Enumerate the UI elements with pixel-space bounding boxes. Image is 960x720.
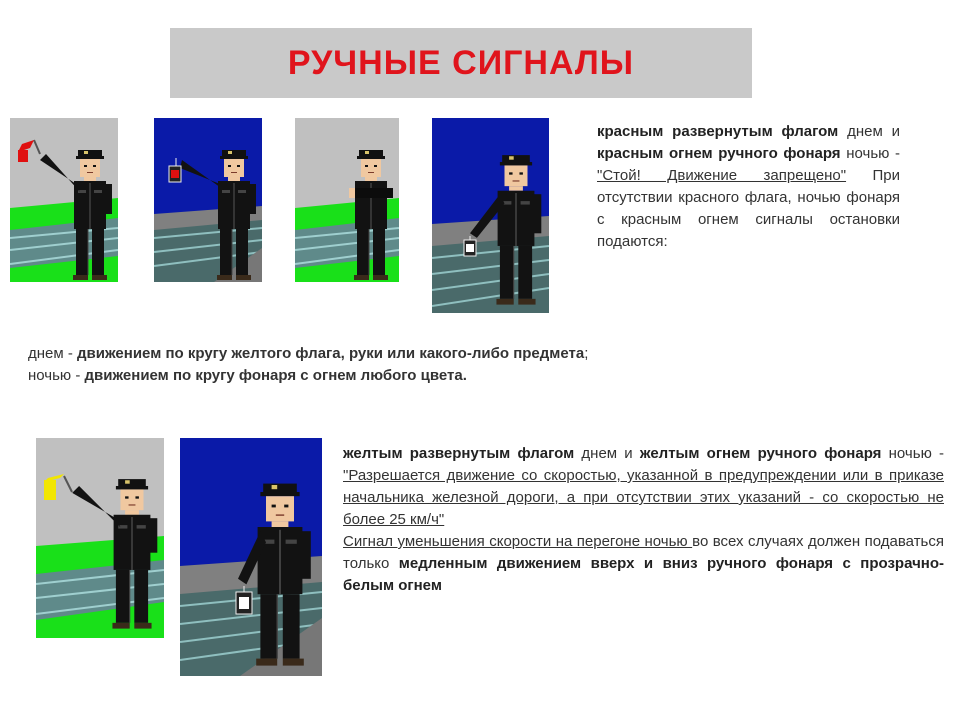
- page-title: РУЧНЫЕ СИГНАЛЫ: [287, 43, 635, 82]
- yellow-signal-description: желтым развернутым флагом днем и желтым огнем ручного фонаря ночью - "Разрешается движение со скоростью, указанной в предупреждении или в приказе начальника железной дороги, а при отсутствии этих указаний - со скоростью не более 25 км/ч" Сигнал уменьшения скорости на перегоне ночью во всех случаях должен подаваться только медленным движением вверх и вниз ручного фонаря с прозрачно-белым огнем: [343, 445, 945, 594]
- white-lamp-night-picture: [432, 118, 549, 313]
- yellow-flag-day-picture: [36, 438, 164, 638]
- slow-lamp-night-picture: [180, 438, 322, 676]
- speed-signal-quote: "Разрешается движение со скоростью, указанной в предупреждении или в приказе начальника железной дороги, а при отсутствии этих указаний - со скоростью не более 25 км/ч": [343, 467, 944, 528]
- arms-signal-day-picture: [295, 118, 399, 282]
- slowdown-note: Сигнал уменьшения скорости на перегоне ночью: [343, 533, 693, 550]
- circle-signal-description: [28, 343, 668, 387]
- red-signal-description: красным развернутым флагом днем и красным огнем ручного фонаря ночью - "Стой! Движение запрещено" При отсутствии красного флага, ночью фонаря с красным огнем сигналы остановки подаются:: [597, 123, 901, 250]
- stop-signal-quote: "Стой! Движение запрещено": [597, 167, 847, 184]
- red-lamp-night-picture: [154, 118, 262, 282]
- red-flag-day-picture: [10, 118, 118, 282]
- day-line: днем - движением по кругу желтого флага, руки или какого-либо предмета;: [28, 345, 589, 362]
- title-box: [170, 28, 752, 98]
- night-line: ночью - движением по кругу фонаря с огнем любого цвета.: [28, 367, 467, 384]
